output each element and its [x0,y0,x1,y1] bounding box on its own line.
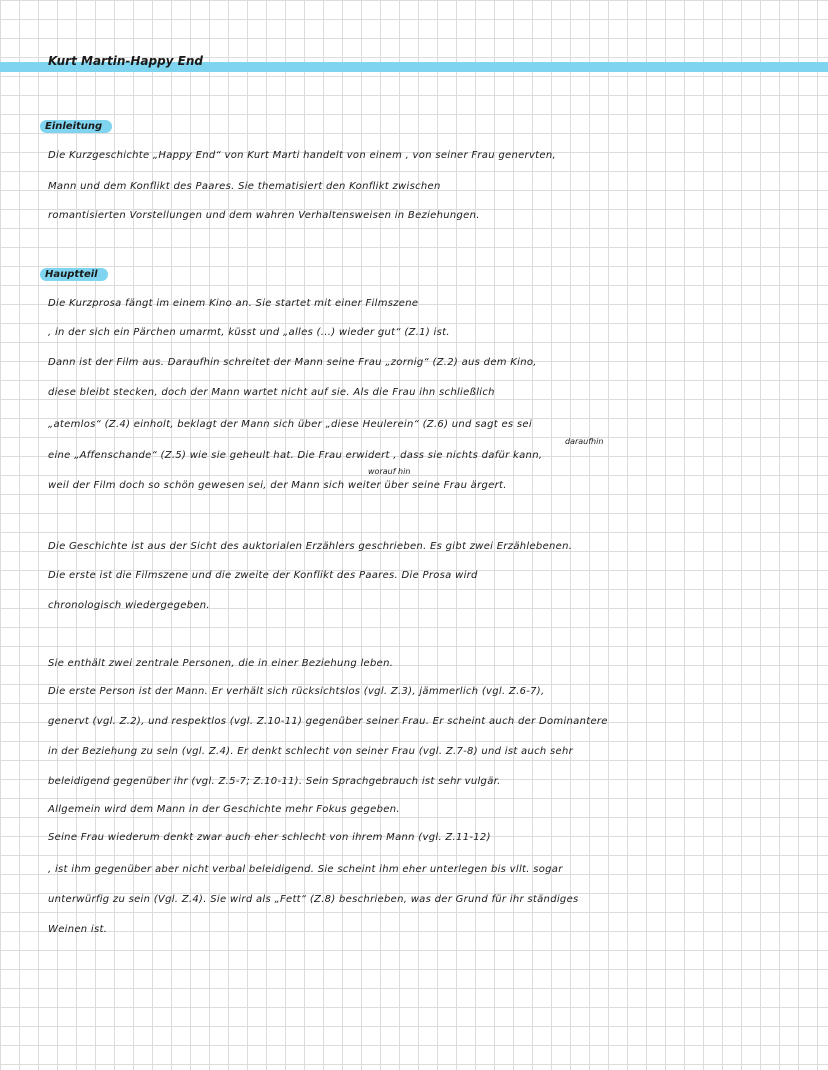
text-line: Die Kurzgeschichte „Happy End“ von Kurt Marti handelt von einem , von seiner Frau genervten, [48,150,556,161]
text-line: , ist ihm gegenüber aber nicht verbal beleidigend. Sie scheint ihm eher unterlegen bis vllt. sogar [48,864,563,875]
inserted-word: worauf hin [368,467,411,476]
text-line: Dann ist der Film aus. Daraufhin schreitet der Mann seine Frau „zornig“ (Z.2) aus dem Kino, [48,357,537,368]
page-title: Kurt Martin-Happy End [48,54,203,68]
text-line: Die erste Person ist der Mann. Er verhält sich rücksichtslos (vgl. Z.3), jämmerlich (vgl. Z.6-7), [48,686,545,697]
text-line: eine „Affenschande“ (Z.5) wie sie geheult hat. Die Frau erwidert , dass sie nichts dafür kann, [48,450,543,461]
section-heading-einleitung: Einleitung [40,120,112,133]
text-line: chronologisch wiedergegeben. [48,600,210,611]
text-line: genervt (vgl. Z.2), und respektlos (vgl. Z.10-11) gegenüber seiner Frau. Er scheint auch der Dominantere [48,716,608,727]
inserted-word: daraufhin [565,437,604,446]
text-line: , in der sich ein Pärchen umarmt, küsst und „alles (...) wieder gut“ (Z.1) ist. [48,327,450,338]
section-heading-hauptteil: Hauptteil [40,268,108,281]
text-line: Mann und dem Konflikt des Paares. Sie thematisiert den Konflikt zwischen [48,181,441,192]
text-line: „atemlos“ (Z.4) einholt, beklagt der Mann sich über „diese Heulerein“ (Z.6) und sagt es sei [48,419,532,430]
text-line: in der Beziehung zu sein (vgl. Z.4). Er denkt schlecht von seiner Frau (vgl. Z.7-8) und ist auch sehr [48,746,574,757]
text-line: weil der Film doch so schön gewesen sei, der Mann sich weiter über seine Frau ärgert. [48,480,507,491]
text-line: romantisierten Vorstellungen und dem wahren Verhaltensweisen in Beziehungen. [48,210,480,221]
text-line: Weinen ist. [48,924,108,935]
text-line: Die Kurzprosa fängt im einem Kino an. Sie startet mit einer Filmszene [48,298,419,309]
text-line: Sie enthält zwei zentrale Personen, die in einer Beziehung leben. [48,658,394,669]
text-line: Allgemein wird dem Mann in der Geschichte mehr Fokus gegeben. [48,804,400,815]
text-line: unterwürfig zu sein (Vgl. Z.4). Sie wird als „Fett“ (Z.8) beschrieben, was der Grund für ihr ständiges [48,894,579,905]
text-line: Die Geschichte ist aus der Sicht des auktorialen Erzählers geschrieben. Es gibt zwei Erzählebenen. [48,541,573,552]
text-line: beleidigend gegenüber ihr (vgl. Z.5-7; Z.10-11). Sein Sprachgebrauch ist sehr vulgär. [48,776,501,787]
text-line: Die erste ist die Filmszene und die zweite der Konflikt des Paares. Die Prosa wird [48,570,478,581]
text-line: diese bleibt stecken, doch der Mann wartet nicht auf sie. Als die Frau ihn schließlich [48,387,495,398]
text-line: Seine Frau wiederum denkt zwar auch eher schlecht von ihrem Mann (vgl. Z.11-12) [48,832,491,843]
